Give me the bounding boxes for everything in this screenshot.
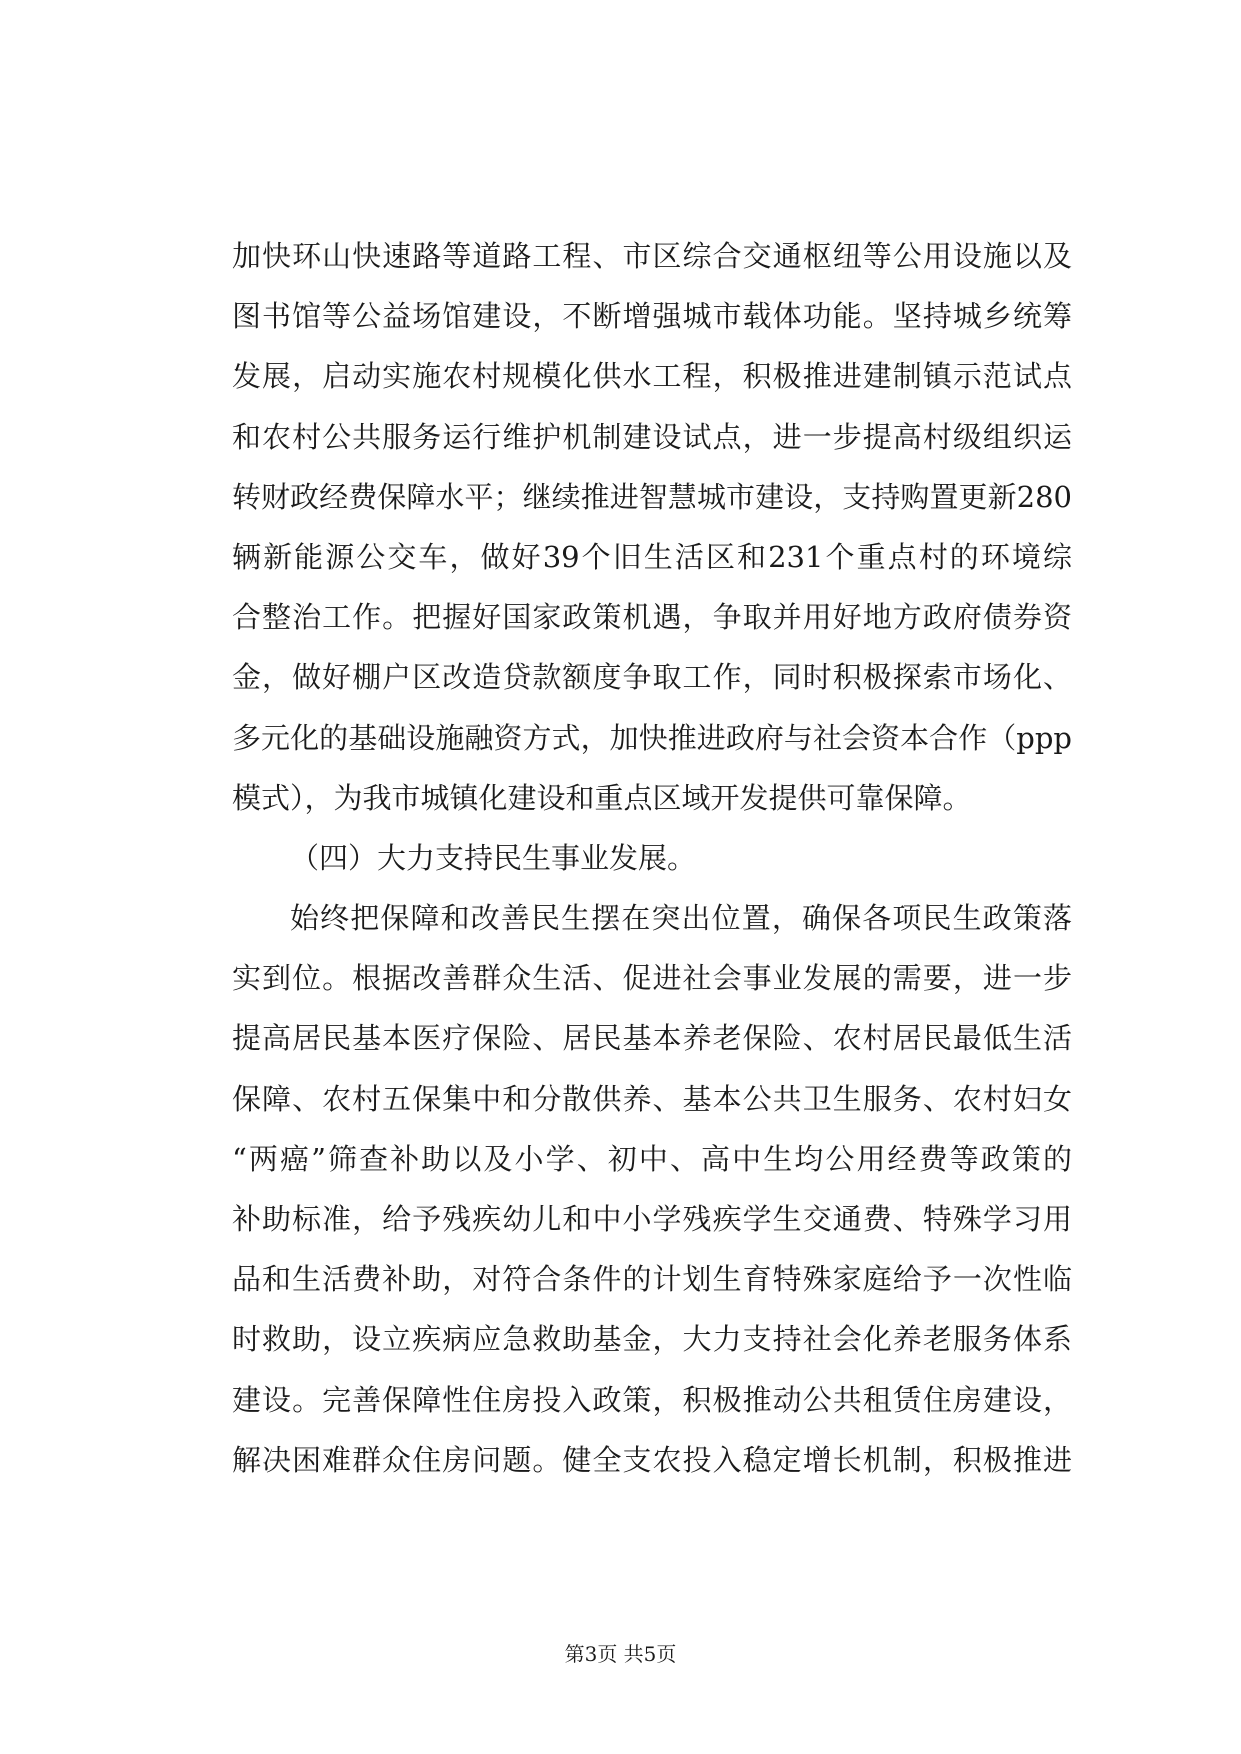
text-line: 补助标准，给予残疾幼儿和中小学残疾学生交通费、特殊学习用 xyxy=(232,1202,1072,1236)
body-text xyxy=(232,226,1072,1490)
page-number-footer: 第3页 共5页 xyxy=(564,1642,677,1666)
section-heading: （四）大力支持民生事业发展。 xyxy=(290,840,697,875)
text-line: 加快环山快速路等道路工程、市区综合交通枢纽等公用设施以及 xyxy=(232,239,1072,273)
text-line: 发展，启动实施农村规模化供水工程，积极推进建制镇示范试点 xyxy=(232,359,1072,394)
text-line: 时救助，设立疾病应急救助基金，大力支持社会化养老服务体系 xyxy=(232,1322,1072,1357)
text-line: 模式），为我市城镇化建设和重点区域开发提供可靠保障。 xyxy=(232,780,972,815)
text-line: 品和生活费补助，对符合条件的计划生育特殊家庭给予一次性临 xyxy=(232,1262,1072,1297)
text-line: 多元化的基础设施融资方式，加快推进政府与社会资本合作（ppp xyxy=(232,720,1072,755)
text-line: 辆新能源公交车，做好39个旧生活区和231个重点村的环境综 xyxy=(232,539,1072,574)
text-line: 合整治工作。把握好国家政策机遇，争取并用好地方政府债券资 xyxy=(232,600,1072,635)
text-line: 始终把保障和改善民生摆在突出位置，确保各项民生政策落 xyxy=(290,901,1072,936)
text-line: 建设。完善保障性住房投入政策，积极推动公共租赁住房建设， xyxy=(232,1382,1072,1417)
text-line: 提高居民基本医疗保险、居民基本养老保险、农村居民最低生活 xyxy=(232,1021,1072,1056)
text-line: “两癌”筛查补助以及小学、初中、高中生均公用经费等政策的 xyxy=(232,1141,1072,1176)
text-line: 实到位。根据改善群众生活、促进社会事业发展的需要，进一步 xyxy=(232,961,1072,996)
text-line: 保障、农村五保集中和分散供养、基本公共卫生服务、农村妇女 xyxy=(232,1081,1072,1116)
text-line: 解决困难群众住房问题。健全支农投入稳定增长机制，积极推进 xyxy=(232,1442,1072,1477)
text-line: 图书馆等公益场馆建设，不断增强城市载体功能。坚持城乡统筹 xyxy=(232,299,1072,334)
text-line: 金，做好棚户区改造贷款额度争取工作，同时积极探索市场化、 xyxy=(232,660,1072,695)
text-line: 和农村公共服务运行维护机制建设试点，进一步提高村级组织运 xyxy=(232,419,1072,454)
text-line: 转财政经费保障水平；继续推进智慧城市建设，支持购置更新280 xyxy=(232,479,1072,514)
